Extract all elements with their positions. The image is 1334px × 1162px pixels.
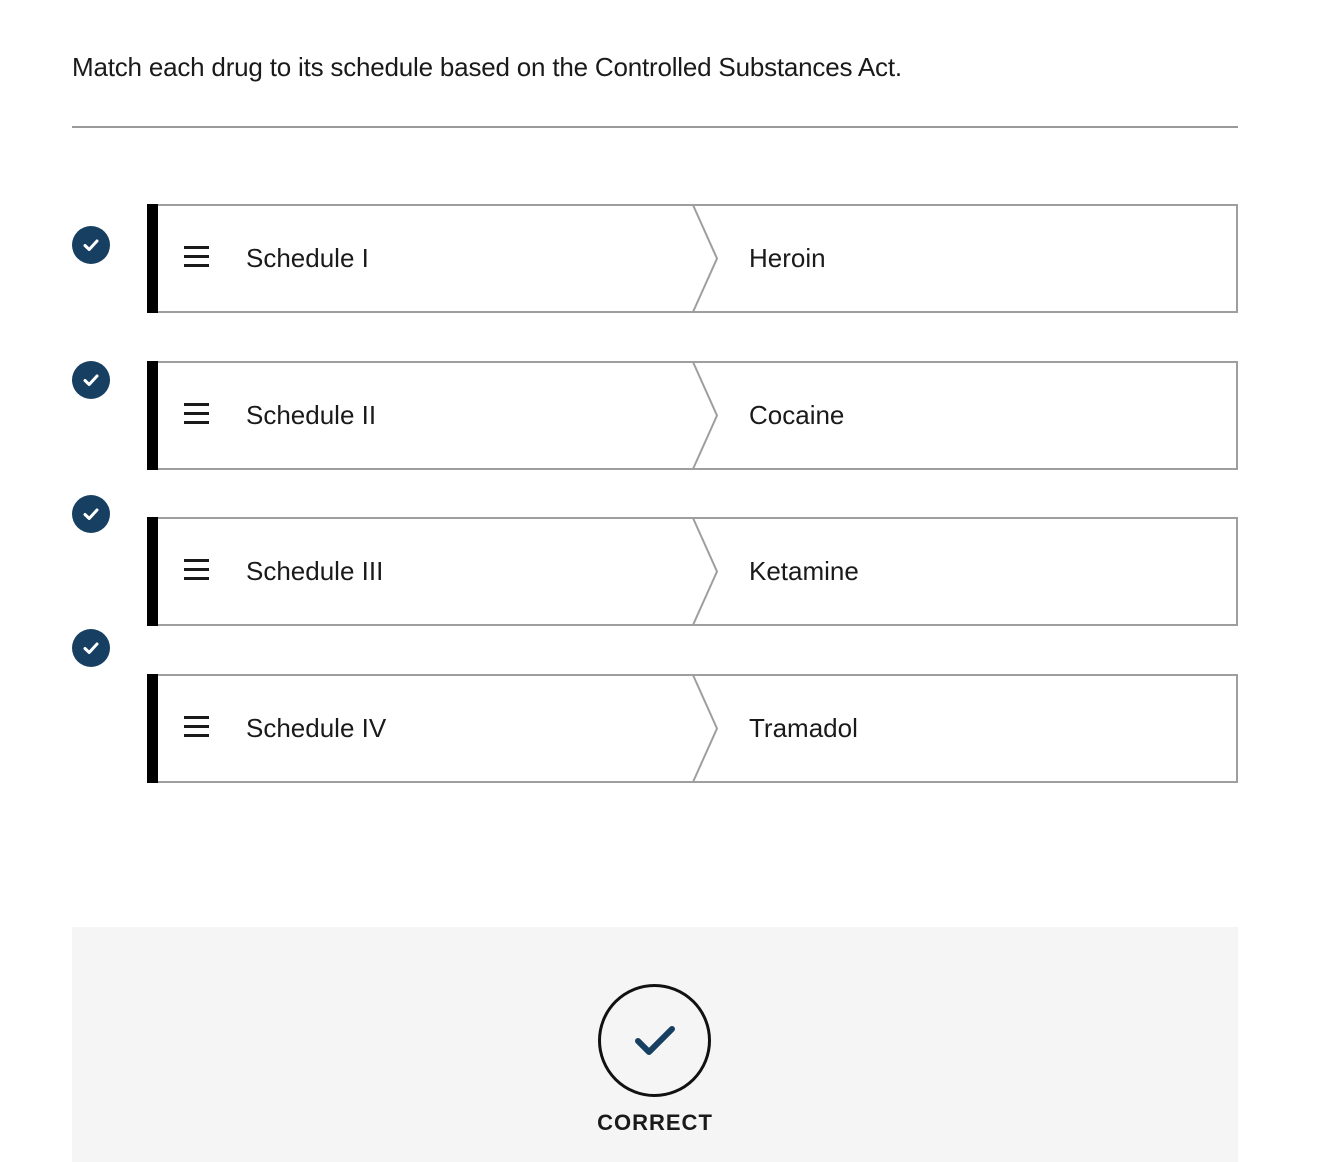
schedule-label[interactable]: Schedule III [246, 556, 384, 586]
question-prompt: Match each drug to its schedule based on the Controlled Substances Act. [72, 52, 902, 82]
drag-handle-icon[interactable] [184, 246, 209, 268]
drug-label: Heroin [749, 243, 826, 273]
match-row [147, 361, 1238, 470]
schedule-label[interactable]: Schedule I [246, 243, 369, 273]
match-row [147, 674, 1238, 783]
divider [72, 126, 1238, 128]
drag-handle-icon[interactable] [184, 403, 209, 425]
match-row [147, 204, 1238, 313]
schedule-label[interactable]: Schedule II [246, 400, 377, 430]
checkmark-icon [633, 1023, 677, 1059]
drag-handle-icon[interactable] [184, 716, 209, 738]
schedule-label[interactable]: Schedule IV [246, 713, 387, 743]
feedback-panel [72, 927, 1238, 1162]
status-check-icon [72, 629, 110, 667]
status-check-icon [72, 361, 110, 399]
match-row [147, 517, 1238, 626]
drag-handle-bar[interactable] [147, 674, 158, 783]
drag-handle-bar[interactable] [147, 517, 158, 626]
result-label: CORRECT [597, 1110, 713, 1135]
drag-handle-icon[interactable] [184, 559, 209, 581]
drag-handle-bar[interactable] [147, 204, 158, 313]
status-check-icon [72, 226, 110, 264]
drag-handle-bar[interactable] [147, 361, 158, 470]
drug-label: Ketamine [749, 556, 859, 586]
drug-label: Cocaine [749, 400, 845, 430]
status-check-icon [72, 495, 110, 533]
drug-label: Tramadol [749, 713, 858, 743]
result-ring [598, 984, 711, 1097]
